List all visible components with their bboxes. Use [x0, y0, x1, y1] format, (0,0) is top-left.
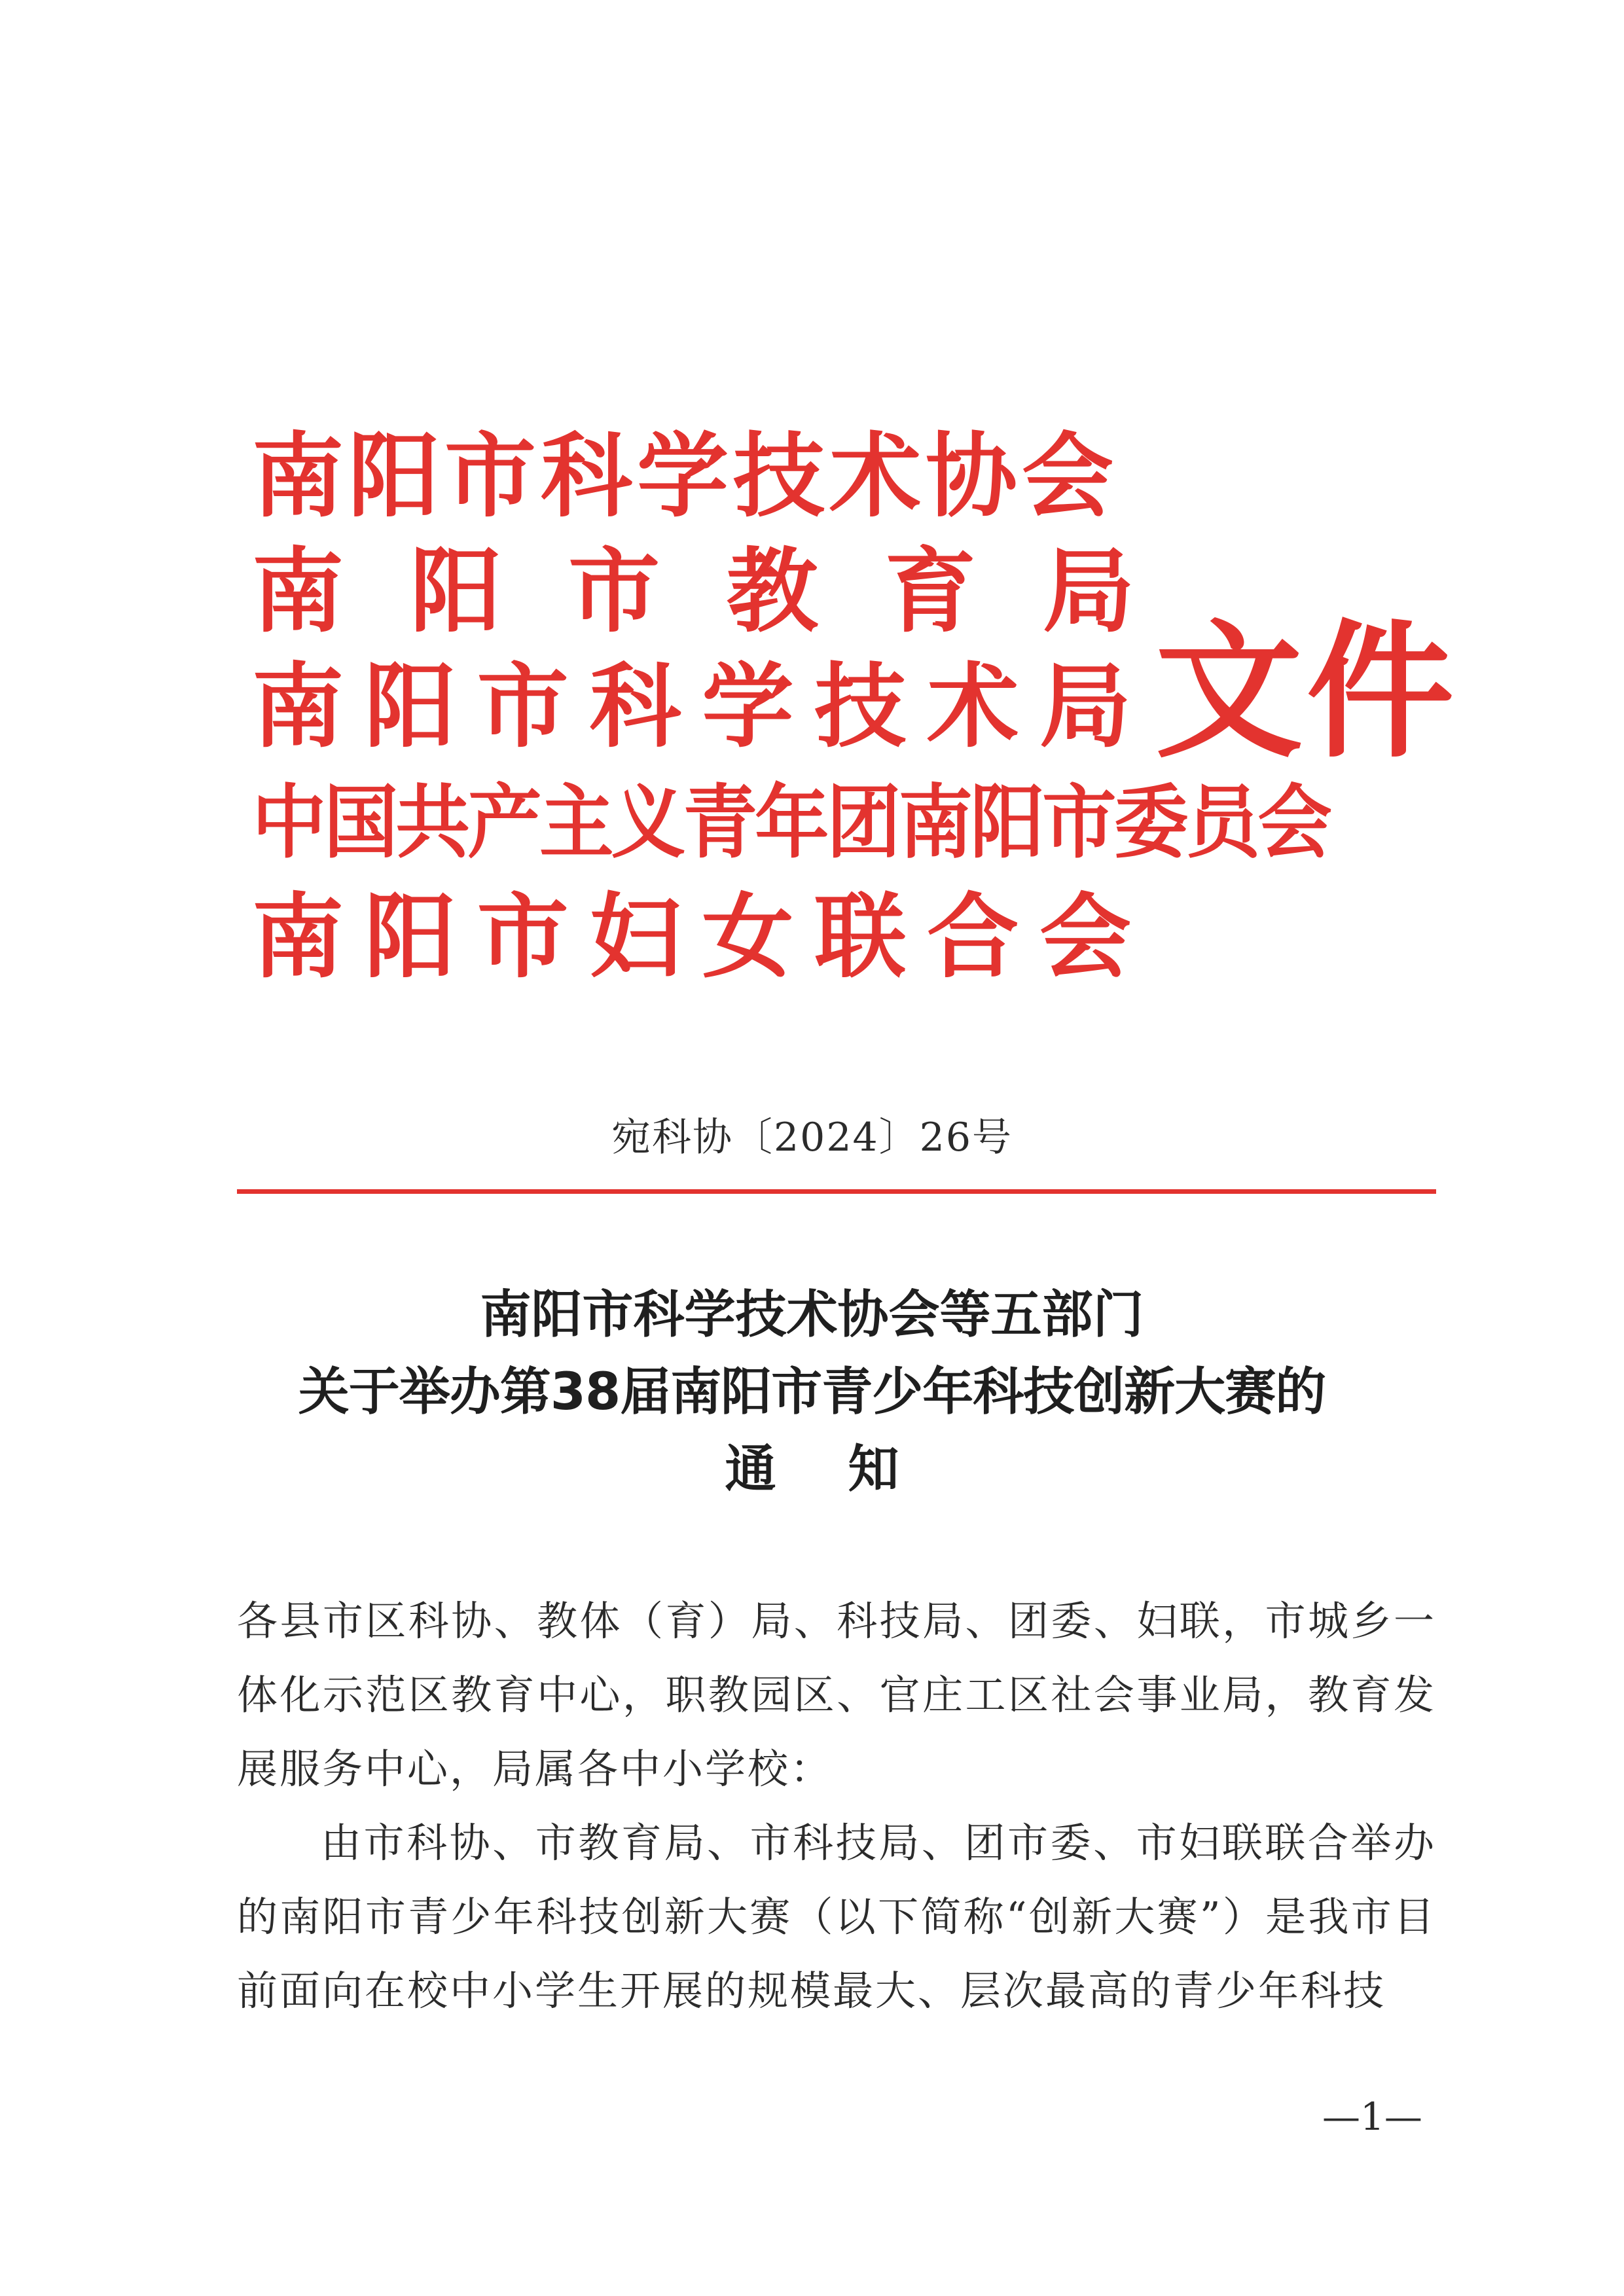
org-womens-federation: 南阳市妇女联合会	[252, 884, 1136, 991]
org-science-technology-bureau: 南阳市科学技术局	[252, 653, 1136, 761]
org-science-association: 南阳市科学技术协会	[252, 423, 1119, 530]
title-line-3: 通知	[725, 1440, 971, 1499]
body-paragraph-1: 由市科协、市教育局、市科技局、团市委、市妇联联合举办的南阳市青少年科技创新大赛（以下简称“创新大赛”）是我市目前面向在校中小学生开展的规模最大、层次最高的青少年科技	[237, 1819, 1436, 2015]
document-body	[237, 1584, 1436, 2028]
recipients-paragraph: 各县市区科协、教体（育）局、科技局、团委、妇联，市城乡一体化示范区教育中心，职教园区、官庄工区社会事业局，教育发展服务中心，局属各中小学校：	[237, 1597, 1436, 1793]
title-line-1: 南阳市科学技术协会等五部门	[480, 1285, 1144, 1344]
document-number: 宛科协〔2024〕26号	[611, 1115, 1013, 1160]
red-divider-line	[237, 1189, 1436, 1194]
page-number: —1—	[1322, 2094, 1422, 2139]
document-title	[0, 1276, 1624, 1508]
file-label: 文件	[1155, 605, 1458, 778]
org-youth-league-committee: 中国共产主义青年团南阳市委员会	[252, 775, 1330, 869]
title-line-2: 关于举办第38届南阳市青少年科技创新大赛的	[298, 1363, 1326, 1422]
org-education-bureau: 南阳市教育局	[252, 538, 1136, 645]
